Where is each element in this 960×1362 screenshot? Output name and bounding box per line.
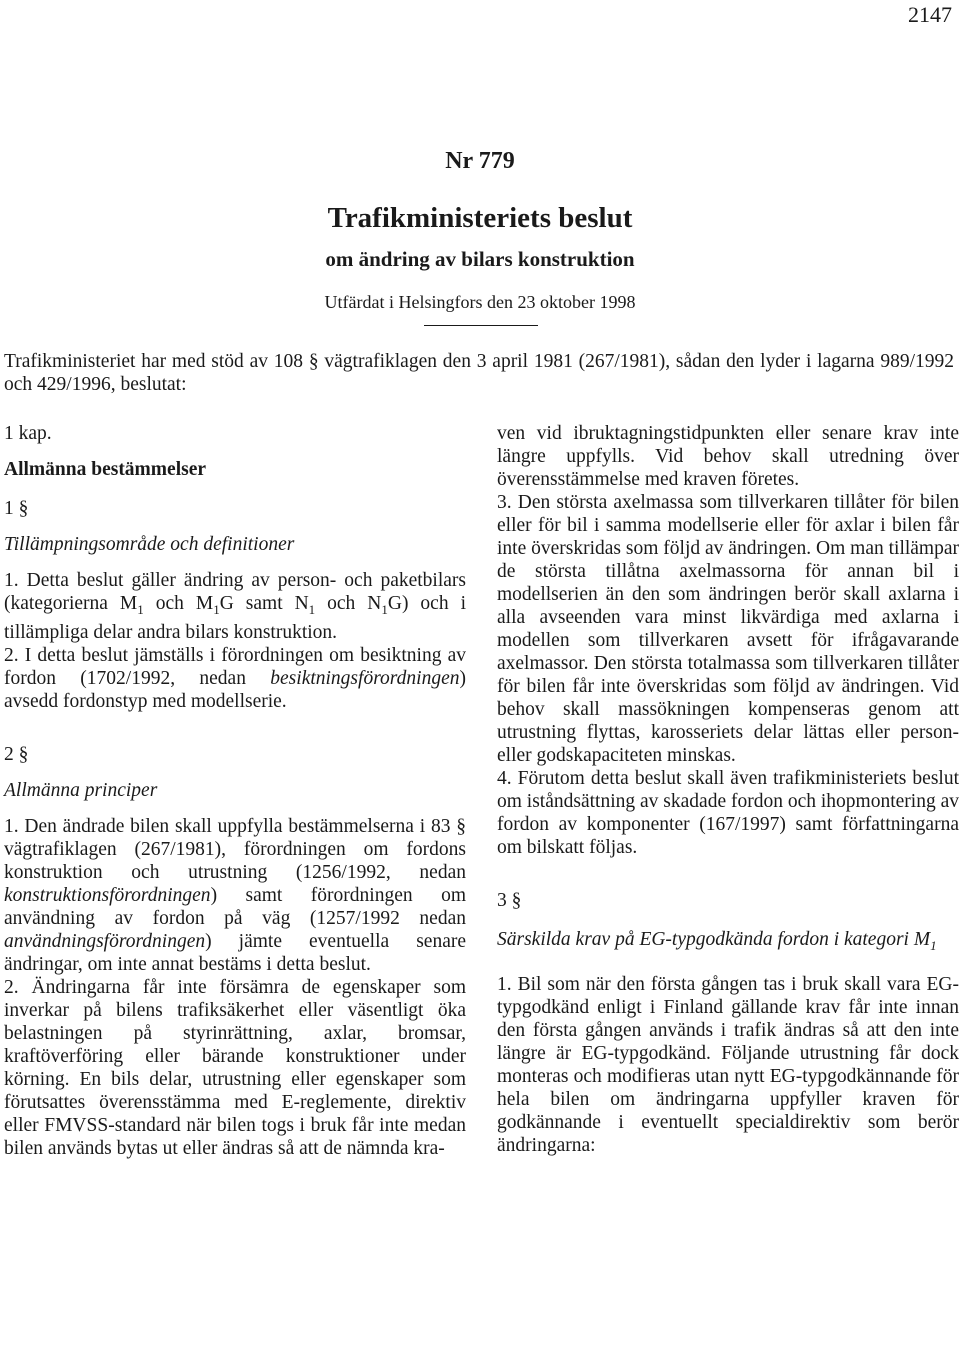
section-2-para-2: 2. Ändringarna får inte försämra de egenskaper som inverkar på bilens trafiksäkerhet eller väsentligt öka belastningen på styrinrättning, axlar, bromsar, kraftöverföring eller bärande konstruktioner under körning. En bils delar, utrustning eller egenskaper som förutsattes överensstämma med E-reglemente, direktiv eller FMVSS-standard när bilen togs i bruk får inte medan bilen används bytas ut eller ändras så att de nämnda kra- xyxy=(4,976,466,1159)
issued-line: Utfärdat i Helsingfors den 23 oktober 1998 xyxy=(324,292,636,312)
section-3-para-1: 1. Bil som när den första gången tas i bruk skall vara EG-typgodkänd enligt i Finland gällande krav får inte innan den första gången används i trafik ändras så att den inte längre är EG-typgodkänd. Följande utrustning får dock monteras och modifieras utan nytt EG-typgodkännande för hela bilen om ändringarna uppfyller kraven för godkännande i eventuellt specialdirektiv som berör ändringarna: xyxy=(497,973,959,1156)
section-2-number: 2 § xyxy=(4,743,29,765)
page-number: 2147 xyxy=(908,2,952,27)
section-1-number: 1 § xyxy=(4,498,29,519)
section-1-title: Tillämpningsområde och definitioner xyxy=(4,534,295,555)
doc-number: Nr 779 xyxy=(445,148,515,174)
right-column xyxy=(497,422,959,1157)
section-2-para-4: 4. Förutom detta beslut skall även trafikministeriets beslut om iståndsättning av skadade fordon och ihopmontering av fordon av komponenter (167/1997) samt författningarna om bilskatt följas. xyxy=(497,768,959,858)
preamble: Trafikministeriet har med stöd av 108 § vägtrafiklagen den 3 april 1981 (267/1981), sådan den lyder i lagarna 989/1992 och 429/1996, beslutat: xyxy=(4,351,954,395)
section-3-title: Särskilda krav på EG-typgodkända fordon i kategori $M_1$ xyxy=(497,929,937,953)
doc-subtitle: om ändring av bilars konstruktion xyxy=(325,247,635,271)
section-1-para-2: 2. I detta beslut jämställs i förordningen om besiktning av fordon (1702/1992, nedan besiktningsförordningen) avsedd fordonstyp med modellserie. xyxy=(4,644,466,712)
section-2-title: Allmänna principer xyxy=(4,779,158,801)
doc-title: Trafikministeriets beslut xyxy=(327,202,633,234)
section-2-para-2-continued: ven vid ibruktagningstidpunkten eller senare krav inte längre uppfylls. Vid behov skall utredning över överensstämmelse med kraven företes. xyxy=(497,423,959,490)
title-rule xyxy=(424,325,538,326)
section-2-para-3: 3. Den största axelmassa som tillverkaren tillåter för bilen eller för bil i samma modellserie eller för axlar i bilen får inte överskridas som följd av ändringen. Om man tillämpar de största tillåtna axelmassorna för annan bil i modellserien än den som ändringen berör skall axlarna i alla avseenden vara minst likvärdiga med axlarna i modellen som tillverkaren avsett för ifrågavarande axelmassor. Den största totalmassa som tillverkaren tillåter för bilen får inte överskridas som följd av ändringen. Vid behov skall massökningen kompenseras genom att utrustning flyttas, karosseriets delar lättas eller person- eller godskapaciteten minskas. xyxy=(497,492,959,766)
section-3-number: 3 § xyxy=(497,890,522,911)
chapter-title: Allmänna bestämmelser xyxy=(4,459,207,480)
section-1-para-1: 1. Detta beslut gäller ändring av person- och paketbilars (kategorierna $M_1$ och $M_1G$ samt $N_1$ och $N_1G$) och i tillämpliga delar andra bilars konstruktion. xyxy=(4,570,466,643)
chapter-number: 1 kap. xyxy=(4,423,52,444)
left-column xyxy=(4,422,466,1160)
section-2-para-1: 1. Den ändrade bilen skall uppfylla bestämmelserna i 83 § vägtrafiklagen (267/1981), förordningen om fordons konstruktion och utrustning (1256/1992, nedan konstruktionsförordningen) samt förordningen om användning av fordon på väg (1257/1992 nedan användningsförordningen) jämte eventuella senare ändringar, om inte annat bestäms i detta beslut. xyxy=(4,815,466,975)
